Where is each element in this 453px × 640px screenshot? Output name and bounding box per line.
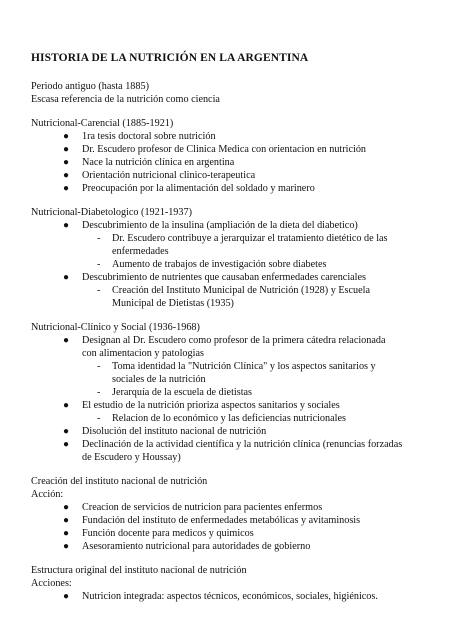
list-item: 1ra tesis doctoral sobre nutrición [82, 131, 216, 142]
list-item: Designan al Dr. Escudero como profesor de la primera cátedra relacionada [82, 335, 386, 346]
list-item-continued: de Escudero y Houssay) [82, 452, 181, 463]
dash-icon: - [97, 387, 101, 398]
bullet-icon: ● [63, 400, 70, 411]
list-item: Asesoramiento nutricional para autoridades de gobierno [82, 541, 311, 552]
bullet-icon: ● [63, 591, 70, 602]
dash-icon: - [97, 285, 101, 296]
bullet-icon: ● [63, 541, 70, 552]
list-item: Preocupación por la alimentación del soldado y marinero [82, 183, 315, 194]
bullet-icon: ● [63, 272, 70, 283]
sub-list-item: Toma identidad la "Nutrición Clínica" y los aspectos sanitarios y [112, 361, 376, 372]
section-subheading: Acción: [31, 489, 64, 500]
dash-icon: - [97, 413, 101, 424]
list-item: El estudio de la nutrición prioriza aspectos sanitarios y sociales [82, 400, 340, 411]
section-heading: Creación del instituto nacional de nutrición [31, 476, 208, 487]
sub-list-item-continued: sociales de la nutrición [112, 374, 206, 385]
section-heading: Nutricional-Carencial (1885-1921) [31, 118, 174, 129]
sub-list-item: Jerarquía de la escuela de dietistas [112, 387, 253, 398]
bullet-icon: ● [63, 131, 70, 142]
list-item: Disolución del instituto nacional de nutrición [82, 426, 267, 437]
list-item: Nutricion integrada: aspectos técnicos, económicos, sociales, higiénicos. [82, 591, 378, 602]
section-text: Escasa referencia de la nutrición como ciencia [31, 94, 220, 105]
sub-list-item-continued: Municipal de Dietistas (1935) [112, 298, 234, 309]
list-item: Orientación nutricional clinico-terapeutica [82, 170, 256, 181]
list-item: Descubrimiento de la insulina (ampliación de la dieta del diabetico) [82, 220, 358, 231]
bullet-icon: ● [63, 515, 70, 526]
bullet-icon: ● [63, 170, 70, 181]
bullet-icon: ● [63, 144, 70, 155]
list-item: Descubrimiento de nutrientes que causaban enfermedades carenciales [82, 272, 366, 283]
sub-list-item: Relacion de lo económico y las deficiencias nutricionales [112, 413, 346, 424]
dash-icon: - [97, 361, 101, 372]
dash-icon: - [97, 233, 101, 244]
dash-icon: - [97, 259, 101, 270]
list-item: Dr. Escudero profesor de Clinica Medica con orientacion en nutrición [82, 144, 367, 155]
sub-list-item: Creación del Instituto Municipal de Nutrición (1928) y Escuela [112, 285, 371, 296]
list-item: Fundación del instituto de enfermedades metabólicas y avitaminosis [82, 515, 361, 526]
document-title: HISTORIA DE LA NUTRICIÓN EN LA ARGENTINA [31, 52, 309, 64]
section-heading: Nutricional-Clínico y Social (1936-1968) [31, 322, 200, 333]
bullet-icon: ● [63, 335, 70, 346]
list-item: Creacion de servicios de nutricion para pacientes enfermos [82, 502, 323, 513]
section-subheading: Acciones: [31, 578, 72, 589]
bullet-icon: ● [63, 426, 70, 437]
bullet-icon: ● [63, 220, 70, 231]
section-heading: Periodo antiguo (hasta 1885) [31, 81, 149, 92]
list-item: Nace la nutrición clínica en argentina [82, 157, 235, 168]
sub-list-item: Aumento de trabajos de investigación sobre diabetes [112, 259, 327, 270]
bullet-icon: ● [63, 183, 70, 194]
sub-list-item: Dr. Escudero contribuye a jerarquizar el tratamiento dietético de las [112, 233, 388, 244]
bullet-icon: ● [63, 528, 70, 539]
bullet-icon: ● [63, 439, 70, 450]
section-heading: Estructura original del instituto nacional de nutrición [31, 565, 247, 576]
list-item: Función docente para medicos y quimicos [82, 528, 254, 539]
list-item-continued: con alimentacion y patologias [82, 348, 204, 359]
sub-list-item-continued: enfermedades [112, 246, 169, 257]
section-heading: Nutricional-Diabetologico (1921-1937) [31, 207, 192, 218]
bullet-icon: ● [63, 157, 70, 168]
list-item: Declinación de la actividad científica y la nutrición clínica (renuncias forzadas [82, 439, 403, 450]
bullet-icon: ● [63, 502, 70, 513]
